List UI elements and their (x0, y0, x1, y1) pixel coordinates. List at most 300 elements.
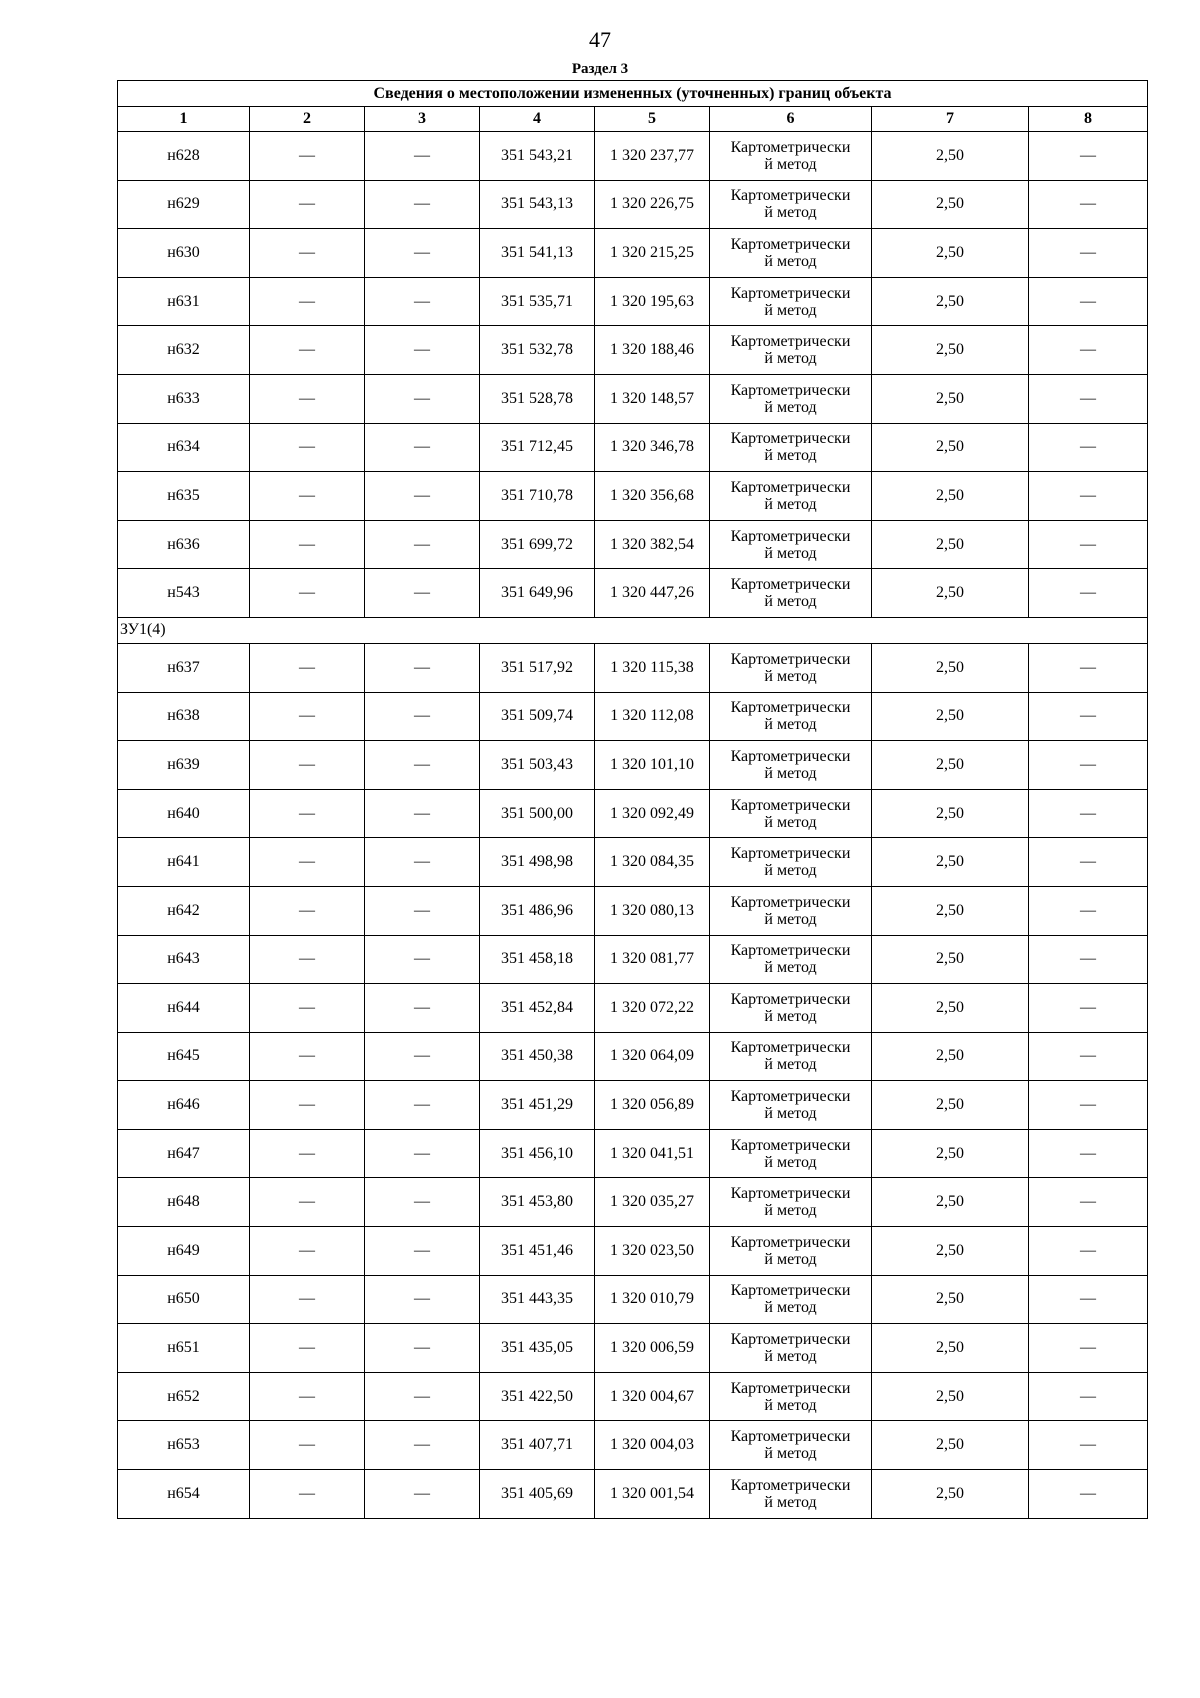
method-line-2: й метод (764, 764, 817, 782)
empty-value-cell: — (250, 1470, 365, 1519)
y-coordinate-cell: 1 320 226,75 (595, 180, 710, 229)
empty-value-cell: — (1029, 180, 1148, 229)
accuracy-cell: 2,50 (872, 423, 1029, 472)
empty-value-cell: — (1029, 886, 1148, 935)
empty-value-cell: — (365, 741, 480, 790)
empty-value-cell: — (250, 374, 365, 423)
empty-value-cell: — (365, 520, 480, 569)
point-number-cell: н636 (118, 520, 250, 569)
empty-value-cell: — (365, 1178, 480, 1227)
method-cell (710, 1178, 872, 1227)
method-line-1: Картометрически (730, 1476, 851, 1494)
accuracy-cell: 2,50 (872, 838, 1029, 887)
method-line-1: Картометрически (730, 990, 851, 1008)
method-cell (710, 326, 872, 375)
method-cell (710, 789, 872, 838)
method-line-1: Картометрически (730, 1379, 851, 1397)
column-number: 1 (118, 107, 250, 132)
method-cell (710, 1372, 872, 1421)
point-number-cell: н651 (118, 1324, 250, 1373)
x-coordinate-cell: 351 407,71 (480, 1421, 595, 1470)
method-line-2: й метод (764, 959, 817, 977)
column-number: 3 (365, 107, 480, 132)
method-line-2: й метод (764, 155, 817, 173)
method-cell (710, 1032, 872, 1081)
method-line-2: й метод (764, 398, 817, 416)
empty-value-cell: — (365, 1470, 480, 1519)
table-title-row (118, 81, 1148, 107)
method-line-2: й метод (764, 204, 817, 222)
accuracy-cell: 2,50 (872, 1032, 1029, 1081)
method-line-1: Картометрически (730, 1233, 851, 1251)
method-line-2: й метод (764, 1153, 817, 1171)
empty-value-cell: — (250, 838, 365, 887)
empty-value-cell: — (250, 1227, 365, 1276)
y-coordinate-cell: 1 320 195,63 (595, 277, 710, 326)
point-number-cell: н543 (118, 569, 250, 618)
method-line-1: Картометрически (730, 381, 851, 399)
method-line-1: Картометрически (730, 187, 851, 205)
accuracy-cell: 2,50 (872, 132, 1029, 181)
method-cell (710, 935, 872, 984)
point-number-cell: н645 (118, 1032, 250, 1081)
method-line-2: й метод (764, 1396, 817, 1414)
method-line-2: й метод (764, 1105, 817, 1123)
accuracy-cell: 2,50 (872, 180, 1029, 229)
empty-value-cell: — (1029, 692, 1148, 741)
x-coordinate-cell: 351 456,10 (480, 1129, 595, 1178)
method-line-1: Картометрически (730, 1428, 851, 1446)
point-number-cell: н647 (118, 1129, 250, 1178)
accuracy-cell: 2,50 (872, 326, 1029, 375)
column-number-row (118, 107, 1148, 132)
point-number-cell: н652 (118, 1372, 250, 1421)
method-line-2: й метод (764, 447, 817, 465)
empty-value-cell: — (250, 472, 365, 521)
method-line-2: й метод (764, 495, 817, 513)
column-number: 4 (480, 107, 595, 132)
accuracy-cell: 2,50 (872, 520, 1029, 569)
table-row (118, 1324, 1148, 1373)
empty-value-cell: — (1029, 1178, 1148, 1227)
y-coordinate-cell: 1 320 064,09 (595, 1032, 710, 1081)
empty-value-cell: — (365, 374, 480, 423)
empty-value-cell: — (1029, 1227, 1148, 1276)
method-line-1: Картометрически (730, 284, 851, 302)
empty-value-cell: — (1029, 229, 1148, 278)
y-coordinate-cell: 1 320 004,03 (595, 1421, 710, 1470)
empty-value-cell: — (250, 789, 365, 838)
method-line-1: Картометрически (730, 430, 851, 448)
method-cell (710, 180, 872, 229)
y-coordinate-cell: 1 320 115,38 (595, 643, 710, 692)
table-row (118, 180, 1148, 229)
y-coordinate-cell: 1 320 346,78 (595, 423, 710, 472)
empty-value-cell: — (1029, 1421, 1148, 1470)
y-coordinate-cell: 1 320 084,35 (595, 838, 710, 887)
empty-value-cell: — (1029, 984, 1148, 1033)
y-coordinate-cell: 1 320 004,67 (595, 1372, 710, 1421)
empty-value-cell: — (365, 1081, 480, 1130)
empty-value-cell: — (365, 1227, 480, 1276)
point-number-cell: н630 (118, 229, 250, 278)
y-coordinate-cell: 1 320 006,59 (595, 1324, 710, 1373)
empty-value-cell: — (365, 643, 480, 692)
accuracy-cell: 2,50 (872, 569, 1029, 618)
y-coordinate-cell: 1 320 237,77 (595, 132, 710, 181)
x-coordinate-cell: 351 541,13 (480, 229, 595, 278)
column-number: 8 (1029, 107, 1148, 132)
table-row (118, 472, 1148, 521)
empty-value-cell: — (1029, 472, 1148, 521)
method-line-2: й метод (764, 813, 817, 831)
empty-value-cell: — (1029, 1081, 1148, 1130)
x-coordinate-cell: 351 503,43 (480, 741, 595, 790)
empty-value-cell: — (1029, 132, 1148, 181)
y-coordinate-cell: 1 320 092,49 (595, 789, 710, 838)
table-row (118, 569, 1148, 618)
method-cell (710, 1421, 872, 1470)
accuracy-cell: 2,50 (872, 886, 1029, 935)
x-coordinate-cell: 351 532,78 (480, 326, 595, 375)
point-number-cell: н646 (118, 1081, 250, 1130)
method-line-2: й метод (764, 667, 817, 685)
method-line-2: й метод (764, 1056, 817, 1074)
method-line-2: й метод (764, 1493, 817, 1511)
empty-value-cell: — (365, 838, 480, 887)
point-number-cell: н650 (118, 1275, 250, 1324)
empty-value-cell: — (1029, 789, 1148, 838)
method-cell (710, 838, 872, 887)
method-line-2: й метод (764, 1445, 817, 1463)
empty-value-cell: — (1029, 1324, 1148, 1373)
empty-value-cell: — (250, 741, 365, 790)
point-number-cell: н653 (118, 1421, 250, 1470)
empty-value-cell: — (1029, 741, 1148, 790)
x-coordinate-cell: 351 486,96 (480, 886, 595, 935)
empty-value-cell: — (1029, 569, 1148, 618)
method-cell (710, 1081, 872, 1130)
method-line-1: Картометрически (730, 699, 851, 717)
point-number-cell: н633 (118, 374, 250, 423)
method-line-2: й метод (764, 1299, 817, 1317)
x-coordinate-cell: 351 422,50 (480, 1372, 595, 1421)
method-line-1: Картометрически (730, 893, 851, 911)
table-row (118, 520, 1148, 569)
x-coordinate-cell: 351 699,72 (480, 520, 595, 569)
table-row (118, 838, 1148, 887)
point-number-cell: н638 (118, 692, 250, 741)
empty-value-cell: — (365, 472, 480, 521)
x-coordinate-cell: 351 443,35 (480, 1275, 595, 1324)
table-row (118, 374, 1148, 423)
table-row (118, 132, 1148, 181)
y-coordinate-cell: 1 320 010,79 (595, 1275, 710, 1324)
method-line-2: й метод (764, 350, 817, 368)
point-number-cell: н654 (118, 1470, 250, 1519)
point-number-cell: н637 (118, 643, 250, 692)
empty-value-cell: — (250, 520, 365, 569)
accuracy-cell: 2,50 (872, 1081, 1029, 1130)
accuracy-cell: 2,50 (872, 1178, 1029, 1227)
accuracy-cell: 2,50 (872, 472, 1029, 521)
method-cell (710, 1470, 872, 1519)
x-coordinate-cell: 351 458,18 (480, 935, 595, 984)
empty-value-cell: — (1029, 374, 1148, 423)
x-coordinate-cell: 351 451,46 (480, 1227, 595, 1276)
point-number-cell: н640 (118, 789, 250, 838)
y-coordinate-cell: 1 320 001,54 (595, 1470, 710, 1519)
empty-value-cell: — (1029, 1032, 1148, 1081)
y-coordinate-cell: 1 320 041,51 (595, 1129, 710, 1178)
empty-value-cell: — (250, 1372, 365, 1421)
method-line-1: Картометрически (730, 478, 851, 496)
point-number-cell: н648 (118, 1178, 250, 1227)
empty-value-cell: — (250, 1421, 365, 1470)
empty-value-cell: — (1029, 1470, 1148, 1519)
method-cell (710, 886, 872, 935)
empty-value-cell: — (1029, 838, 1148, 887)
method-line-1: Картометрически (730, 1136, 851, 1154)
point-number-cell: н642 (118, 886, 250, 935)
x-coordinate-cell: 351 543,13 (480, 180, 595, 229)
method-line-2: й метод (764, 593, 817, 611)
table-row (118, 229, 1148, 278)
method-line-1: Картометрически (730, 650, 851, 668)
column-number: 2 (250, 107, 365, 132)
method-line-1: Картометрически (730, 138, 851, 156)
x-coordinate-cell: 351 498,98 (480, 838, 595, 887)
table-row (118, 935, 1148, 984)
table-row (118, 1178, 1148, 1227)
accuracy-cell: 2,50 (872, 741, 1029, 790)
empty-value-cell: — (365, 984, 480, 1033)
table-row (118, 643, 1148, 692)
empty-value-cell: — (250, 643, 365, 692)
x-coordinate-cell: 351 528,78 (480, 374, 595, 423)
y-coordinate-cell: 1 320 072,22 (595, 984, 710, 1033)
empty-value-cell: — (250, 886, 365, 935)
method-line-1: Картометрически (730, 796, 851, 814)
empty-value-cell: — (365, 326, 480, 375)
x-coordinate-cell: 351 451,29 (480, 1081, 595, 1130)
table-row (118, 1032, 1148, 1081)
y-coordinate-cell: 1 320 188,46 (595, 326, 710, 375)
empty-value-cell: — (1029, 1372, 1148, 1421)
empty-value-cell: — (365, 1324, 480, 1373)
method-line-1: Картометрически (730, 527, 851, 545)
table-row (118, 1081, 1148, 1130)
method-line-2: й метод (764, 1202, 817, 1220)
coordinates-table (117, 80, 1148, 1519)
y-coordinate-cell: 1 320 447,26 (595, 569, 710, 618)
empty-value-cell: — (250, 1129, 365, 1178)
method-cell (710, 472, 872, 521)
y-coordinate-cell: 1 320 081,77 (595, 935, 710, 984)
method-line-1: Картометрически (730, 747, 851, 765)
point-number-cell: н631 (118, 277, 250, 326)
method-line-2: й метод (764, 1007, 817, 1025)
table-row (118, 741, 1148, 790)
y-coordinate-cell: 1 320 101,10 (595, 741, 710, 790)
method-cell (710, 741, 872, 790)
empty-value-cell: — (365, 789, 480, 838)
method-line-2: й метод (764, 1250, 817, 1268)
table-row (118, 1129, 1148, 1178)
method-line-1: Картометрически (730, 1088, 851, 1106)
method-cell (710, 277, 872, 326)
page-number: 47 (589, 27, 611, 52)
method-cell (710, 1275, 872, 1324)
method-line-2: й метод (764, 1348, 817, 1366)
empty-value-cell: — (365, 132, 480, 181)
empty-value-cell: — (1029, 520, 1148, 569)
empty-value-cell: — (250, 1178, 365, 1227)
method-line-2: й метод (764, 862, 817, 880)
empty-value-cell: — (250, 984, 365, 1033)
accuracy-cell: 2,50 (872, 1129, 1029, 1178)
method-line-1: Картометрически (730, 942, 851, 960)
x-coordinate-cell: 351 712,45 (480, 423, 595, 472)
empty-value-cell: — (1029, 423, 1148, 472)
accuracy-cell: 2,50 (872, 1227, 1029, 1276)
x-coordinate-cell: 351 517,92 (480, 643, 595, 692)
table-row (118, 326, 1148, 375)
accuracy-cell: 2,50 (872, 692, 1029, 741)
section-title: Раздел 3 (571, 61, 629, 77)
empty-value-cell: — (365, 1275, 480, 1324)
table-row (118, 423, 1148, 472)
point-number-cell: н628 (118, 132, 250, 181)
empty-value-cell: — (250, 180, 365, 229)
table-row (118, 789, 1148, 838)
x-coordinate-cell: 351 405,69 (480, 1470, 595, 1519)
empty-value-cell: — (250, 1324, 365, 1373)
group-header-row (118, 617, 1148, 643)
x-coordinate-cell: 351 453,80 (480, 1178, 595, 1227)
x-coordinate-cell: 351 450,38 (480, 1032, 595, 1081)
empty-value-cell: — (365, 1032, 480, 1081)
column-number: 5 (595, 107, 710, 132)
point-number-cell: н639 (118, 741, 250, 790)
empty-value-cell: — (250, 692, 365, 741)
method-line-1: Картометрически (730, 1039, 851, 1057)
empty-value-cell: — (1029, 1129, 1148, 1178)
empty-value-cell: — (250, 277, 365, 326)
accuracy-cell: 2,50 (872, 789, 1029, 838)
method-line-2: й метод (764, 252, 817, 270)
accuracy-cell: 2,50 (872, 277, 1029, 326)
method-cell (710, 1227, 872, 1276)
method-cell (710, 984, 872, 1033)
method-line-1: Картометрически (730, 845, 851, 863)
y-coordinate-cell: 1 320 035,27 (595, 1178, 710, 1227)
method-line-1: Картометрически (730, 1282, 851, 1300)
x-coordinate-cell: 351 649,96 (480, 569, 595, 618)
x-coordinate-cell: 351 509,74 (480, 692, 595, 741)
point-number-cell: н632 (118, 326, 250, 375)
y-coordinate-cell: 1 320 148,57 (595, 374, 710, 423)
table-body (118, 132, 1148, 1519)
method-line-2: й метод (764, 910, 817, 928)
method-cell (710, 423, 872, 472)
accuracy-cell: 2,50 (872, 643, 1029, 692)
accuracy-cell: 2,50 (872, 984, 1029, 1033)
empty-value-cell: — (365, 229, 480, 278)
group-label: ЗУ1(4) (118, 617, 1148, 643)
method-line-1: Картометрически (730, 1185, 851, 1203)
y-coordinate-cell: 1 320 056,89 (595, 1081, 710, 1130)
empty-value-cell: — (250, 132, 365, 181)
empty-value-cell: — (365, 277, 480, 326)
accuracy-cell: 2,50 (872, 1324, 1029, 1373)
y-coordinate-cell: 1 320 382,54 (595, 520, 710, 569)
point-number-cell: н649 (118, 1227, 250, 1276)
point-number-cell: н635 (118, 472, 250, 521)
table-row (118, 1275, 1148, 1324)
point-number-cell: н643 (118, 935, 250, 984)
point-number-cell: н629 (118, 180, 250, 229)
table-title: Сведения о местоположении измененных (уточненных) границ объекта (118, 81, 1148, 107)
column-number: 7 (872, 107, 1029, 132)
empty-value-cell: — (250, 935, 365, 984)
empty-value-cell: — (1029, 326, 1148, 375)
point-number-cell: н641 (118, 838, 250, 887)
y-coordinate-cell: 1 320 112,08 (595, 692, 710, 741)
method-line-1: Картометрически (730, 1331, 851, 1349)
x-coordinate-cell: 351 500,00 (480, 789, 595, 838)
empty-value-cell: — (250, 1081, 365, 1130)
y-coordinate-cell: 1 320 080,13 (595, 886, 710, 935)
method-line-1: Картометрически (730, 235, 851, 253)
empty-value-cell: — (365, 1372, 480, 1421)
table-row (118, 984, 1148, 1033)
table-row (118, 692, 1148, 741)
empty-value-cell: — (1029, 643, 1148, 692)
method-cell (710, 520, 872, 569)
accuracy-cell: 2,50 (872, 374, 1029, 423)
table-row (118, 1227, 1148, 1276)
empty-value-cell: — (1029, 1275, 1148, 1324)
method-cell (710, 374, 872, 423)
accuracy-cell: 2,50 (872, 935, 1029, 984)
empty-value-cell: — (250, 1275, 365, 1324)
x-coordinate-cell: 351 535,71 (480, 277, 595, 326)
accuracy-cell: 2,50 (872, 1421, 1029, 1470)
empty-value-cell: — (365, 180, 480, 229)
y-coordinate-cell: 1 320 023,50 (595, 1227, 710, 1276)
accuracy-cell: 2,50 (872, 229, 1029, 278)
method-cell (710, 569, 872, 618)
x-coordinate-cell: 351 452,84 (480, 984, 595, 1033)
empty-value-cell: — (1029, 935, 1148, 984)
empty-value-cell: — (365, 935, 480, 984)
table-row (118, 1470, 1148, 1519)
table-row (118, 277, 1148, 326)
method-line-2: й метод (764, 301, 817, 319)
empty-value-cell: — (365, 569, 480, 618)
empty-value-cell: — (365, 692, 480, 741)
point-number-cell: н634 (118, 423, 250, 472)
method-line-1: Картометрически (730, 333, 851, 351)
method-cell (710, 1129, 872, 1178)
method-cell (710, 692, 872, 741)
empty-value-cell: — (250, 569, 365, 618)
empty-value-cell: — (250, 1032, 365, 1081)
table-row (118, 1421, 1148, 1470)
method-cell (710, 1324, 872, 1373)
method-cell (710, 229, 872, 278)
